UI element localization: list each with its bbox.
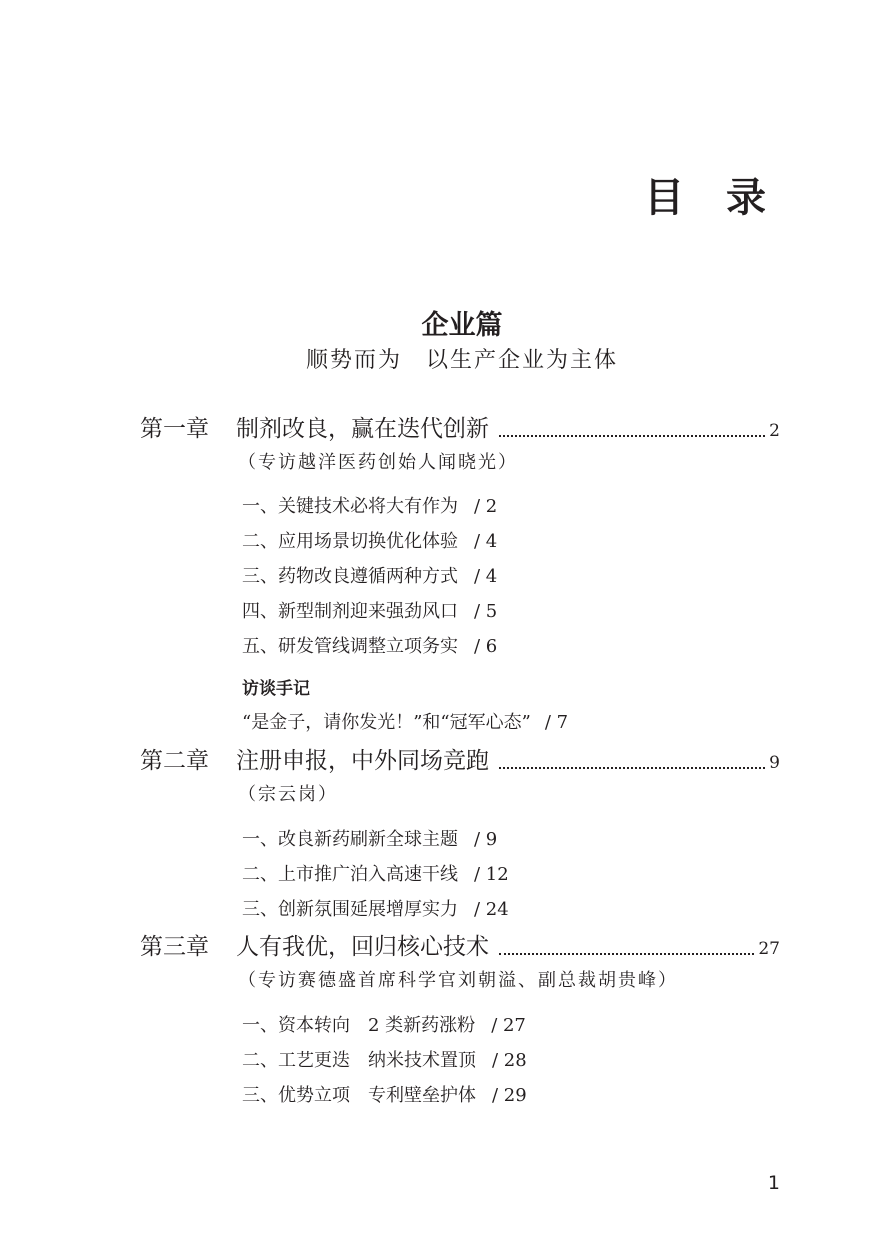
section-entry[interactable] xyxy=(242,1012,526,1040)
page-number: 1 xyxy=(767,1172,780,1194)
section-label: 一、关键技术必将大有作为 xyxy=(242,496,458,517)
section-page: / 24 xyxy=(474,899,509,920)
section-entry[interactable] xyxy=(242,861,509,889)
chapter-number: 第三章 xyxy=(140,934,209,960)
section-page: / 6 xyxy=(474,636,498,657)
leader-dots xyxy=(499,434,765,437)
interview-notes-heading: 访谈手记 xyxy=(242,679,310,699)
chapter-page: 27 xyxy=(758,939,780,959)
note-page: / 7 xyxy=(544,712,569,733)
chapter-number: 第一章 xyxy=(140,416,209,442)
note-label: “是金子，请你发光！”和“冠军心态” xyxy=(242,712,531,733)
section-label: 四、新型制剂迎来强劲风口 xyxy=(242,601,458,622)
chapter-page: 2 xyxy=(769,421,780,441)
chapter-1-entry[interactable] xyxy=(140,412,780,446)
section-label: 二、工艺更迭 纳米技术置顶 xyxy=(242,1050,476,1071)
chapter-title: 人有我优，回归核心技术 xyxy=(236,934,489,960)
section-entry[interactable] xyxy=(242,528,497,556)
chapter-subtitle: （专访赛德盛首席科学官刘朝溢、副总裁胡贵峰） xyxy=(238,970,678,991)
section-label: 一、资本转向 2 类新药涨粉 xyxy=(242,1015,476,1036)
section-entry[interactable] xyxy=(242,598,497,626)
part-title: 企业篇 xyxy=(421,310,503,341)
section-page: / 12 xyxy=(474,864,509,885)
section-page: / 4 xyxy=(474,566,498,587)
section-label: 三、优势立项 专利壁垒护体 xyxy=(242,1085,476,1106)
leader-dots xyxy=(499,952,754,955)
chapter-page: 9 xyxy=(769,753,780,773)
section-page: / 4 xyxy=(474,531,498,552)
section-label: 三、创新氛围延展增厚实力 xyxy=(242,899,458,920)
section-page: / 5 xyxy=(474,601,498,622)
chapter-title: 制剂改良，赢在迭代创新 xyxy=(236,416,489,442)
section-entry[interactable] xyxy=(242,563,497,591)
part-subtitle: 顺势而为 以生产企业为主体 xyxy=(305,348,618,373)
chapter-title: 注册申报，中外同场竞跑 xyxy=(236,748,489,774)
section-label: 三、药物改良遵循两种方式 xyxy=(242,566,458,587)
section-entry[interactable] xyxy=(242,1047,527,1075)
section-label: 二、上市推广泊入高速干线 xyxy=(242,864,458,885)
chapter-subtitle: （专访越洋医药创始人闻晓光） xyxy=(238,452,518,473)
chapter-3-entry[interactable] xyxy=(140,930,780,964)
section-page: / 29 xyxy=(492,1085,527,1106)
chapter-number: 第二章 xyxy=(140,748,209,774)
interview-notes-entry[interactable] xyxy=(242,709,568,737)
chapter-subtitle: （宗云岗） xyxy=(238,784,338,805)
section-label: 一、改良新药刷新全球主题 xyxy=(242,829,458,850)
section-label: 五、研发管线调整立项务实 xyxy=(242,636,458,657)
section-entry[interactable] xyxy=(242,896,509,924)
section-entry[interactable] xyxy=(242,1082,527,1110)
section-page: / 28 xyxy=(492,1050,527,1071)
section-page: / 2 xyxy=(474,496,498,517)
chapter-2-entry[interactable] xyxy=(140,744,780,778)
section-page: / 9 xyxy=(474,829,498,850)
toc-title: 目 录 xyxy=(644,175,780,221)
section-label: 二、应用场景切换优化体验 xyxy=(242,531,458,552)
section-entry[interactable] xyxy=(242,633,497,661)
section-entry[interactable] xyxy=(242,826,497,854)
leader-dots xyxy=(499,766,765,769)
section-entry[interactable] xyxy=(242,493,497,521)
section-page: / 27 xyxy=(491,1015,526,1036)
